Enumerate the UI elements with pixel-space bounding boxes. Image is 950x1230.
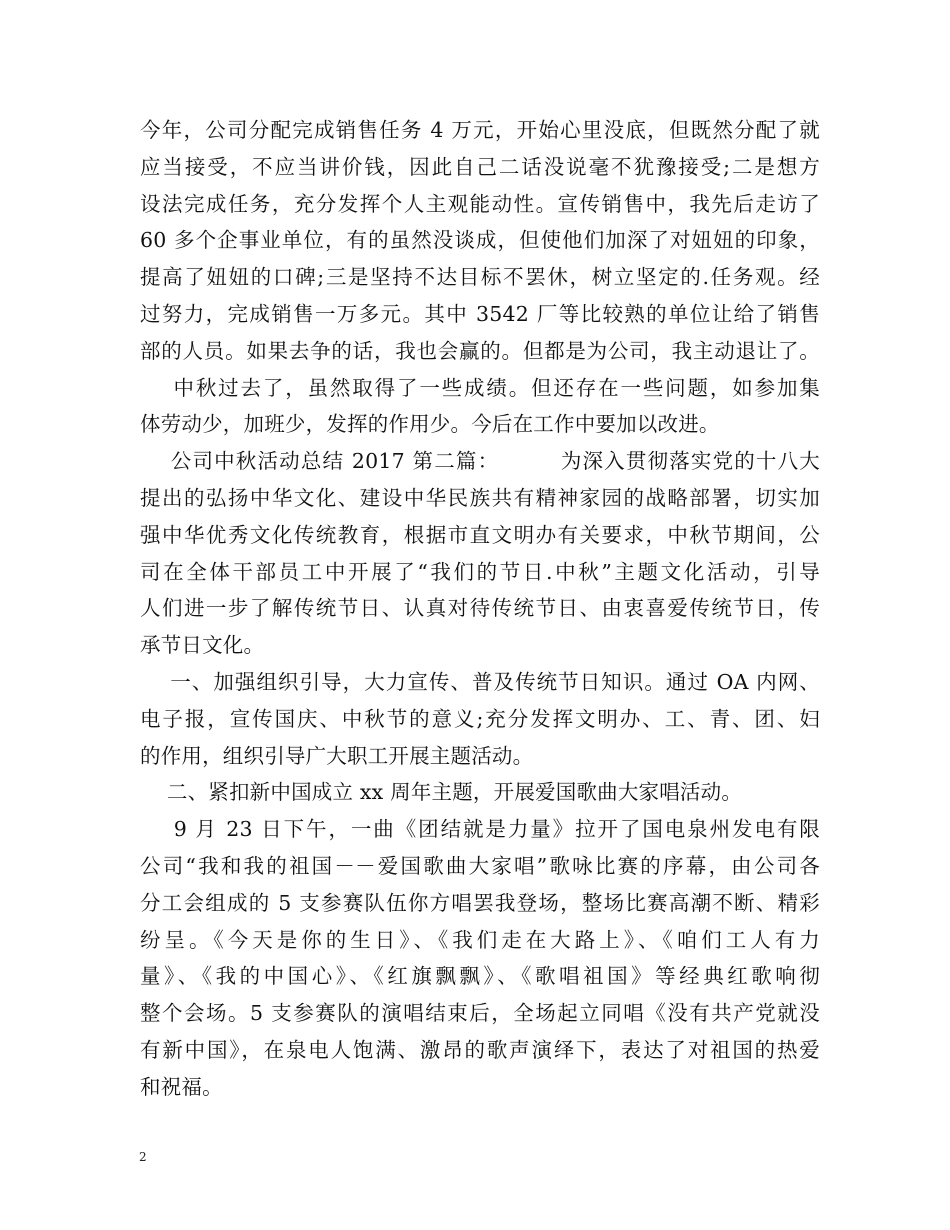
text-line: 纷呈。《今天是你的生日》、《我们走在大路上》、《咱们工人有力 bbox=[140, 927, 820, 952]
text-line: 电子报，宣传国庆、中秋节的意义;充分发挥文明办、工、青、团、妇 bbox=[140, 706, 820, 731]
text-line: 过努力，完成销售一万多元。其中 3542 厂等比较熟的单位让给了销售 bbox=[140, 301, 820, 326]
text-line: 公司中秋活动总结 2017 第二篇： 为深入贯彻落实党的十八大 bbox=[140, 449, 820, 474]
text-line: 提出的弘扬中华文化、建设中华民族共有精神家园的战略部署，切实加 bbox=[140, 485, 820, 510]
text-line: 和祝福。 bbox=[140, 1074, 223, 1099]
text-line: 部的人员。如果去争的话，我也会赢的。但都是为公司，我主动退让了。 bbox=[140, 338, 820, 363]
text-line: 体劳动少，加班少，发挥的作用少。今后在工作中要加以改进。 bbox=[140, 412, 720, 437]
text-line: 承节日文化。 bbox=[140, 633, 265, 658]
text-line: 的作用，组织引导广大职工开展主题活动。 bbox=[140, 743, 534, 768]
page-number: 2 bbox=[139, 1150, 147, 1164]
text-line: 提高了妞妞的口碑;三是坚持不达目标不罢休，树立坚定的.任务观。经 bbox=[140, 265, 820, 290]
text-line: 强中华优秀文化传统教育，根据市直文明办有关要求，中秋节期间，公 bbox=[140, 522, 820, 547]
text-line: 整个会场。5 支参赛队的演唱结束后，全场起立同唱《没有共产党就没 bbox=[140, 1001, 820, 1026]
text-line: 60 多个企事业单位，有的虽然没谈成，但使他们加深了对妞妞的印象， bbox=[140, 228, 820, 253]
text-line: 人们进一步了解传统节日、认真对待传统节日、由衷喜爱传统节日，传 bbox=[140, 596, 820, 621]
text-line: 二、紧扣新中国成立 xx 周年主题，开展爱国歌曲大家唱活动。 bbox=[140, 780, 743, 805]
text-line: 有新中国》，在泉电人饱满、激昂的歌声演绎下，表达了对祖国的热爱 bbox=[140, 1037, 820, 1062]
text-line: 一、加强组织引导，大力宣传、普及传统节日知识。通过 OA 内网、 bbox=[140, 669, 820, 694]
text-line: 司在全体干部员工中开展了“我们的节日.中秋”主题文化活动，引导 bbox=[140, 559, 820, 584]
text-line: 分工会组成的 5 支参赛队伍你方唱罢我登场，整场比赛高潮不断、精彩 bbox=[140, 890, 820, 915]
text-line: 公司“我和我的祖国－－爱国歌曲大家唱”歌咏比赛的序幕，由公司各 bbox=[140, 853, 820, 878]
body-text bbox=[140, 112, 820, 1106]
text-line: 应当接受，不应当讲价钱，因此自己二话没说毫不犹豫接受;二是想方 bbox=[140, 154, 820, 179]
text-line: 设法完成任务，充分发挥个人主观能动性。宣传销售中，我先后走访了 bbox=[140, 191, 820, 216]
text-line: 今年，公司分配完成销售任务 4 万元，开始心里没底，但既然分配了就 bbox=[140, 118, 820, 142]
text-line: 量》、《我的中国心》、《红旗飘飘》、《歌唱祖国》等经典红歌响彻 bbox=[140, 964, 820, 989]
text-line: 中秋过去了，虽然取得了一些成绩。但还存在一些问题，如参加集 bbox=[140, 375, 820, 400]
text-line: 9 月 23 日下午，一曲《团结就是力量》拉开了国电泉州发电有限 bbox=[140, 817, 820, 842]
